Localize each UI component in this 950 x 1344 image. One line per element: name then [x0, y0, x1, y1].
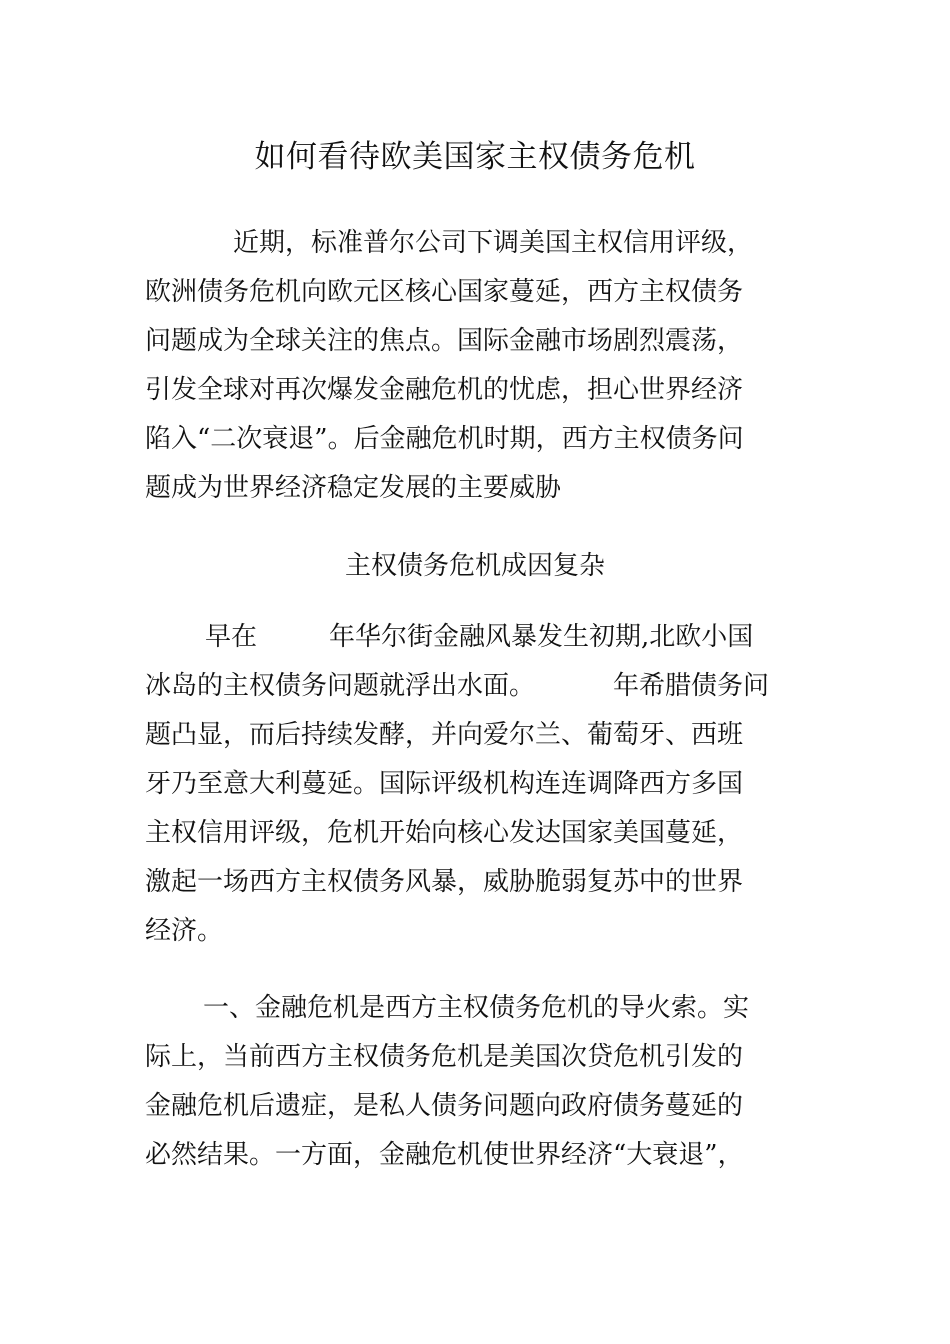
- intro-line: 陷入“二次衰退”。后金融危机时期，西方主权债务问: [145, 424, 744, 454]
- intro-paragraph: [145, 219, 810, 513]
- point-one-line: 必然结果。一方面，金融危机使世界经济“大衰退”，: [145, 1140, 744, 1170]
- section-paragraph: [145, 613, 810, 956]
- intro-line: 近期，标准普尔公司下调美国主权信用评级，: [233, 228, 754, 258]
- intro-line: 题成为世界经济稳定发展的主要威胁: [145, 473, 562, 503]
- section-line: [145, 662, 810, 711]
- intro-line: 问题成为全球关注的焦点。国际金融市场剧烈震荡，: [145, 326, 744, 356]
- intro-line: 引发全球对再次爆发金融危机的忧虑，担心世界经济: [145, 375, 744, 405]
- section-line-start: 冰岛的主权债务问题就浮出水面。: [145, 671, 536, 701]
- point-one-line: 际上，当前西方主权债务危机是美国次贷危机引发的: [145, 1042, 744, 1072]
- section-line-start: 早在: [205, 622, 258, 652]
- section-line: 激起一场西方主权债务风暴，威胁脆弱复苏中的世界: [145, 867, 744, 897]
- point-one-line: 一、金融危机是西方主权债务危机的导火索。实: [203, 993, 750, 1023]
- section-line: 牙乃至意大利蔓延。国际评级机构连连调降西方多国: [145, 769, 744, 799]
- document-title: 如何看待欧美国家主权债务危机: [254, 139, 696, 175]
- intro-line: 欧洲债务危机向欧元区核心国家蔓延，西方主权债务: [145, 277, 744, 307]
- point-one-paragraph: [145, 984, 810, 1180]
- section-line: 题凸显，而后持续发酵，并向爱尔兰、葡萄牙、西班: [145, 720, 744, 750]
- section-line-end: 年希腊债务问: [613, 671, 770, 701]
- section-heading: 主权债务危机成因复杂: [344, 551, 605, 581]
- section-line: 经济。: [145, 916, 224, 946]
- section-line-end: 年华尔街金融风暴发生初期,北欧小国: [329, 622, 754, 652]
- section-line: 主权信用评级，危机开始向核心发达国家美国蔓延，: [145, 818, 744, 848]
- point-one-line: 金融危机后遗症，是私人债务问题向政府债务蔓延的: [145, 1091, 744, 1121]
- section-line: [145, 613, 810, 662]
